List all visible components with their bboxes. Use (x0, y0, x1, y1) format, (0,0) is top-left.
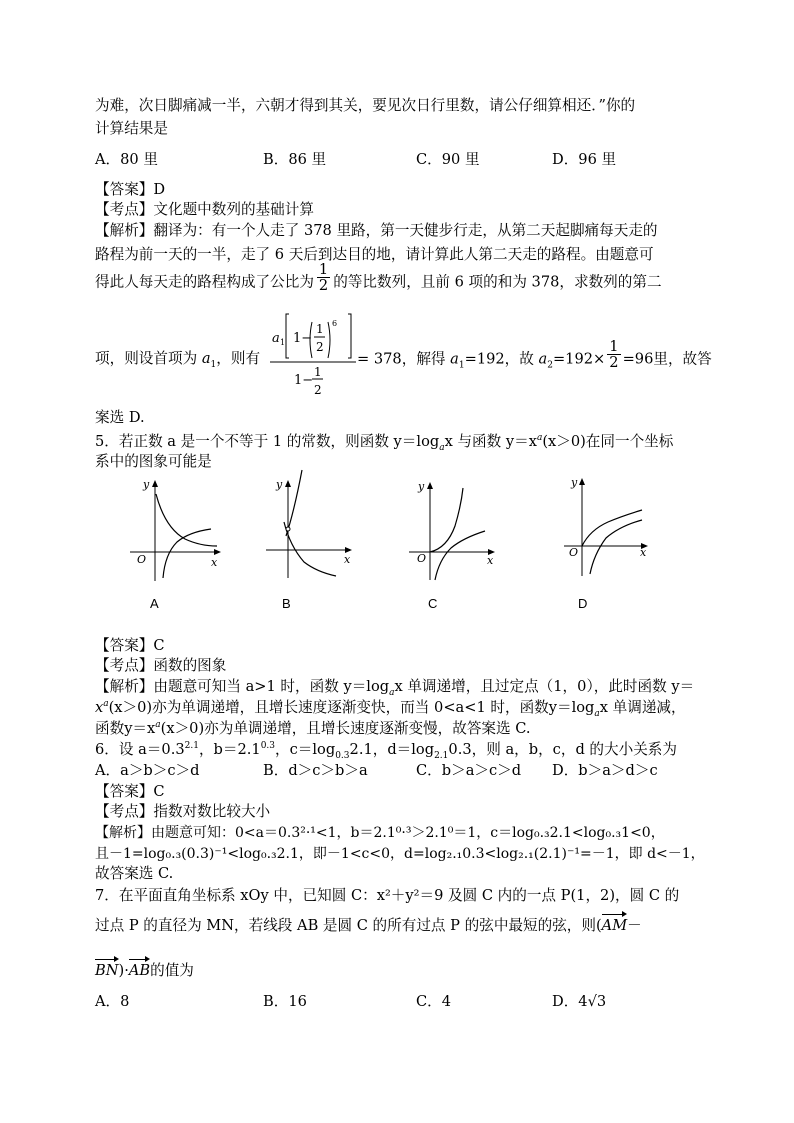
svg-text:a: a (272, 331, 280, 346)
graph-c-x-label: x (487, 554, 494, 567)
q7-stem-line2: 过点 P 的直径为 MN，若线段 AB 是圆 C 的所有过点 P 的弦中最短的弦，则(AM－ (95, 912, 642, 936)
q6-option-a: A．a＞b＞c＞d (95, 762, 200, 779)
graph-b (262, 466, 362, 586)
q4-analysis-line1: 【解析】翻译为：有一个人走了 378 里路，第一天健步行走，从第二天起脚痛每天走的 (95, 222, 658, 239)
svg-text:1−: 1− (294, 373, 314, 388)
q6-stem-line1: 6．设 $a=0.3^{2.1}$，$b=2.1^{0.3}$，$c=\log_{0.3}2.1$，$d=\log_{2.1}0.3$，则 a，b，c，d 的大小关系为 (95, 741, 677, 761)
q4-stem-line2: 计算结果是 (95, 120, 168, 137)
graph-a-y-label: y (143, 478, 150, 491)
q5-answer: 【答案】C (95, 637, 165, 654)
vector-am: AM (602, 912, 627, 936)
q4-analysis-line3: 得此人每天走的路程构成了公比为 $\frac{1}{2}$ 的等比数列，且前 6 项的和为 378，求数列的第二 (95, 261, 662, 294)
graph-d-label: D (578, 596, 588, 611)
q6-analysis-line1: 【解析】由题意可知：0<a＝0.3²·¹<1，b＝2.1⁰·³＞2.1⁰＝1，c＝log₀.₃2.1<log₀.₃1<0， (95, 825, 665, 841)
q6-point: 【考点】指数对数比较大小 (95, 803, 271, 820)
q6-option-c: C．b＞a＞c＞d (416, 762, 522, 779)
q6-analysis-line2: 且－1=log₀.₃(0.3)⁻¹<log₀.₃2.1，即－1<c<0，d=log₂.₁0.3<log₂.₁(2.1)⁻¹=－1，即 d<－1， (95, 846, 705, 862)
q4-answer: 【答案】D (95, 181, 166, 198)
q6-answer: 【答案】C (95, 783, 165, 800)
q5-stem-line1: 5．若正数 a 是一个不等于 1 的常数，则函数 $y=\log_ax$ 与函数 $y=x^a(x>0)$在同一个坐标 (95, 433, 674, 453)
graph-d (560, 472, 660, 582)
q4-point: 【考点】文化题中数列的基础计算 (95, 201, 314, 218)
svg-text:6: 6 (332, 319, 338, 328)
graph-c-y-label: y (418, 480, 425, 493)
graph-c (405, 476, 505, 586)
q7-option-c: C．4 (416, 993, 452, 1010)
q5-analysis-line3: 函数$y=x^a(x>0)$亦为单调递增，且增长速度逐渐变慢，故答案选 C. (95, 720, 531, 737)
q4-analysis-line4a: 项，则设首项为 $a_1$，则有 (95, 350, 261, 370)
graph-c-origin: O (417, 552, 427, 565)
svg-text:2: 2 (314, 383, 322, 397)
graph-b-x-label: x (344, 553, 351, 566)
q4-option-c: C．90 里 (416, 151, 480, 168)
q5-analysis-line1: 【解析】由题意可知当 a>1 时，函数 $y=\log_ax$ 单调递增，且过定点（1，0），此时函数 y＝ (95, 678, 695, 698)
graph-a-label: A (150, 596, 159, 611)
q7-option-d: D．4√3 (552, 993, 607, 1010)
graph-d-origin: O (569, 546, 579, 559)
vector-ab: AB (129, 957, 150, 981)
svg-text:1: 1 (314, 365, 322, 379)
q6-option-b: B．d＞c＞b＞a (263, 762, 368, 779)
q7-option-a: A．8 (95, 993, 130, 1010)
q4-analysis-line4b: = 378，解得 $a_1=192$，故 $a_2=192\times$ $\frac{1}{2}$ =96里，故答 (357, 338, 712, 371)
graph-a-x-label: x (211, 556, 218, 569)
q7-stem-line3: BN)·AB的值为 (95, 957, 194, 981)
q7-option-b: B．16 (263, 993, 307, 1010)
svg-text:1−: 1− (293, 331, 313, 346)
svg-text:1: 1 (280, 338, 286, 347)
q4-option-b: B．86 里 (263, 151, 327, 168)
q4-analysis-line2: 路程为前一天的一半，走了 6 天后到达目的地，请计算此人第二天走的路程。由题意可 (95, 246, 654, 263)
graph-d-y-label: y (571, 476, 578, 489)
q5-point: 【考点】函数的图象 (95, 657, 227, 674)
svg-text:2: 2 (316, 340, 324, 354)
q4-option-d: D．96 里 (552, 151, 617, 168)
q4-stem-line1: 为难，次日脚痛减一半，六朝才得到其关，要见次日行里数，请公仔细算相还．”你的 (95, 97, 636, 114)
graph-a-origin: O (137, 553, 147, 566)
graph-c-label: C (428, 596, 438, 611)
graph-d-x-label: x (640, 546, 647, 559)
q7-stem-line1: 7．在平面直角坐标系 xOy 中，已知圆 C：x²＋y²＝9 及圆 C 内的一点 P(1，2)，圆 C 的 (95, 887, 680, 904)
q4-analysis-line5: 案选 D. (95, 409, 145, 426)
q4-sum-formula (268, 308, 368, 400)
q4-option-a: A．80 里 (95, 151, 158, 168)
graph-a (125, 476, 225, 586)
graph-b-label: B (282, 596, 291, 611)
q6-analysis-line3: 故答案选 C. (95, 865, 174, 882)
svg-text:1: 1 (316, 322, 324, 336)
q6-option-d: D．b＞a＞d＞c (552, 762, 658, 779)
vector-bn: BN (95, 957, 119, 981)
q5-stem-line2: 系中的图象可能是 (95, 453, 212, 470)
graph-b-y-label: y (276, 478, 283, 491)
q5-analysis-line2: $x^a(x>0)$亦为单调递增，且增长速度逐渐变快，而当 0<a<1 时，函数$y=\log_ax$ 单调递减， (95, 699, 686, 719)
